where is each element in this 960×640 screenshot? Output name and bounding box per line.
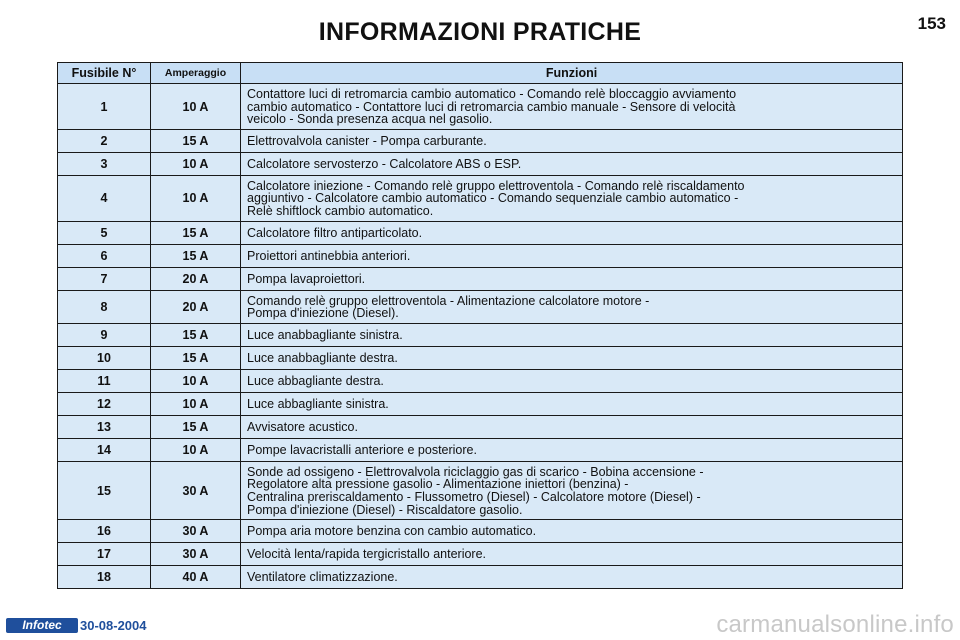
functions-cell: Pompe lavacristalli anteriore e posteriore. bbox=[241, 438, 903, 461]
table-row bbox=[58, 438, 903, 461]
functions-cell: Pompa aria motore benzina con cambio automatico. bbox=[241, 520, 903, 543]
table-row bbox=[58, 129, 903, 152]
watermark: carmanualsonline.info bbox=[716, 611, 954, 638]
table-row bbox=[58, 152, 903, 175]
amperage-cell: 15 A bbox=[151, 221, 241, 244]
table-row bbox=[58, 323, 903, 346]
amperage-cell: 20 A bbox=[151, 267, 241, 290]
infotec-logo: Infotec bbox=[6, 618, 78, 633]
functions-cell: Luce anabbagliante sinistra. bbox=[241, 323, 903, 346]
functions-cell: Ventilatore climatizzazione. bbox=[241, 566, 903, 589]
fuse-number-cell: 6 bbox=[58, 244, 151, 267]
fuse-number-cell: 8 bbox=[58, 290, 151, 323]
functions-cell: Avvisatore acustico. bbox=[241, 415, 903, 438]
functions-cell: Pompa lavaproiettori. bbox=[241, 267, 903, 290]
fuse-number-cell: 16 bbox=[58, 520, 151, 543]
functions-cell: Luce abbagliante sinistra. bbox=[241, 392, 903, 415]
fuse-number-cell: 18 bbox=[58, 566, 151, 589]
amperage-cell: 15 A bbox=[151, 244, 241, 267]
fuse-number-cell: 12 bbox=[58, 392, 151, 415]
amperage-cell: 40 A bbox=[151, 566, 241, 589]
amperage-cell: 10 A bbox=[151, 369, 241, 392]
amperage-cell: 10 A bbox=[151, 438, 241, 461]
functions-cell: Sonde ad ossigeno - Elettrovalvola riciclaggio gas di scarico - Bobina accensione - Regolatore alta pressione gasolio - Alimentazione iniettori (benzina) - Centralina preriscaldamento - Flussometro (Diesel) - Calcolatore motore (Diesel) - Pompa d'iniezione (Diesel) - Riscaldatore gasolio. bbox=[241, 461, 903, 519]
amperage-cell: 30 A bbox=[151, 461, 241, 519]
table-row bbox=[58, 392, 903, 415]
table-row bbox=[58, 369, 903, 392]
table-row bbox=[58, 566, 903, 589]
fuse-number-cell: 14 bbox=[58, 438, 151, 461]
fuse-number-cell: 9 bbox=[58, 323, 151, 346]
fuse-table bbox=[57, 62, 903, 589]
functions-cell: Contattore luci di retromarcia cambio automatico - Comando relè bloccaggio avviamento cambio automatico - Contattore luci di retromarcia cambio manuale - Sensore di velocità veicolo - Sonda presenza acqua nel gasolio. bbox=[241, 84, 903, 130]
fuse-number-cell: 7 bbox=[58, 267, 151, 290]
amperage-cell: 15 A bbox=[151, 415, 241, 438]
functions-cell: Luce abbagliante destra. bbox=[241, 369, 903, 392]
table-row bbox=[58, 175, 903, 221]
table-row bbox=[58, 84, 903, 130]
fuse-number-cell: 17 bbox=[58, 543, 151, 566]
fuse-number-cell: 11 bbox=[58, 369, 151, 392]
fuse-number-cell: 4 bbox=[58, 175, 151, 221]
functions-cell: Proiettori antinebbia anteriori. bbox=[241, 244, 903, 267]
amperage-cell: 10 A bbox=[151, 175, 241, 221]
functions-cell: Calcolatore servosterzo - Calcolatore ABS o ESP. bbox=[241, 152, 903, 175]
page-number: 153 bbox=[917, 14, 946, 33]
fuse-number-cell: 13 bbox=[58, 415, 151, 438]
table-row bbox=[58, 543, 903, 566]
fuse-number-cell: 3 bbox=[58, 152, 151, 175]
table-row bbox=[58, 520, 903, 543]
amperage-cell: 10 A bbox=[151, 392, 241, 415]
functions-cell: Luce anabbagliante destra. bbox=[241, 346, 903, 369]
amperage-cell: 15 A bbox=[151, 346, 241, 369]
table-row bbox=[58, 221, 903, 244]
table-header-row bbox=[58, 63, 903, 84]
fuse-number-cell: 10 bbox=[58, 346, 151, 369]
table-row bbox=[58, 346, 903, 369]
amperage-cell: 20 A bbox=[151, 290, 241, 323]
table-row bbox=[58, 267, 903, 290]
amperage-cell: 10 A bbox=[151, 152, 241, 175]
table-row bbox=[58, 415, 903, 438]
functions-cell: Velocità lenta/rapida tergicristallo anteriore. bbox=[241, 543, 903, 566]
table-body bbox=[58, 84, 903, 589]
fuse-number-cell: 5 bbox=[58, 221, 151, 244]
functions-cell: Calcolatore iniezione - Comando relè gruppo elettroventola - Comando relè riscaldamento aggiuntivo - Calcolatore cambio automatico - Comando sequenziale cambio automatico - Relè shiftlock cambio automatico. bbox=[241, 175, 903, 221]
amperage-cell: 10 A bbox=[151, 84, 241, 130]
fuse-number-cell: 15 bbox=[58, 461, 151, 519]
amperage-cell: 15 A bbox=[151, 129, 241, 152]
amperage-cell: 30 A bbox=[151, 520, 241, 543]
amperage-cell: 15 A bbox=[151, 323, 241, 346]
footer-date: 30-08-2004 bbox=[80, 618, 147, 633]
amperage-cell: 30 A bbox=[151, 543, 241, 566]
column-header-functions: Funzioni bbox=[241, 63, 903, 84]
column-header-amperage: Amperaggio bbox=[151, 63, 241, 84]
column-header-fuse: Fusibile N° bbox=[58, 63, 151, 84]
fuse-number-cell: 1 bbox=[58, 84, 151, 130]
functions-cell: Calcolatore filtro antiparticolato. bbox=[241, 221, 903, 244]
table-row bbox=[58, 244, 903, 267]
fuse-number-cell: 2 bbox=[58, 129, 151, 152]
functions-cell: Comando relè gruppo elettroventola - Alimentazione calcolatore motore - Pompa d'iniezione (Diesel). bbox=[241, 290, 903, 323]
table-row bbox=[58, 461, 903, 519]
fuse-table-container bbox=[57, 62, 902, 589]
table-row bbox=[58, 290, 903, 323]
functions-cell: Elettrovalvola canister - Pompa carburante. bbox=[241, 129, 903, 152]
page-title: INFORMAZIONI PRATICHE bbox=[318, 18, 642, 46]
